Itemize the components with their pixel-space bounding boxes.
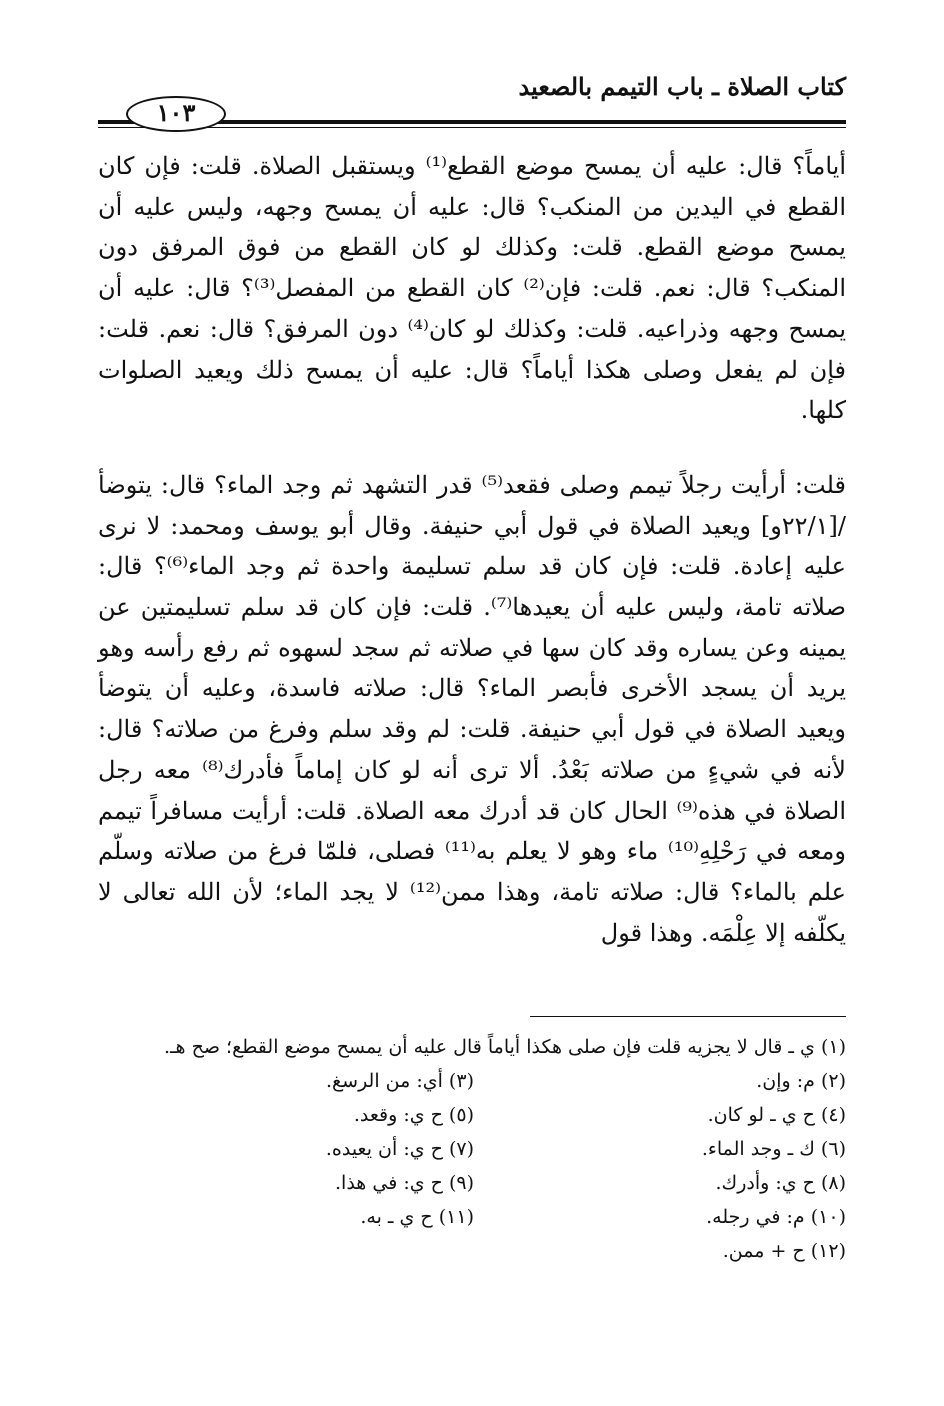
footnote-grid [98,1064,846,1268]
footnote: (٦) ك ـ وجد الماء. [701,1138,846,1160]
footnote: (٢) م: وإن. [756,1070,846,1092]
footnote: (١) ي ـ قال لا يجزيه قلت فإن صلى هكذا أياماً قال عليه أن يمسح موضع القطع؛ صح هـ. [163,1036,846,1058]
footnote: (١١) ح ي ـ به. [360,1206,474,1228]
footnotes [98,1030,846,1268]
footnote: (١٠) م: في رجله. [706,1206,846,1228]
paragraph: قلت: أرأيت رجلاً تيمم وصلى فقعد⁽⁵⁾ قدر التشهد ثم وجد الماء؟ قال: يتوضأ /[٢٢/١و] ويعيد الصلاة في قول أبي حنيفة. وقال أبو يوسف ومحمد: لا نرى عليه إعادة. قلت: فإن كان قد سلم تسليمة واحدة ثم وجد الماء⁽⁶⁾؟ قال: صلاته تامة، وليس عليه أن يعيدها⁽⁷⁾. قلت: فإن كان قد سلم تسليمتين عن يمينه وعن يساره وقد كان سها في صلاته ثم سجد لسهوه ثم رفع رأسه وهو يريد أن يسجد الأخرى فأبصر الماء؟ قال: صلاته فاسدة، وعليه أن يتوضأ ويعيد الصلاة في قول أبي حنيفة. قلت: لم وقد سلم وفرغ من صلاته؟ قال: لأنه في شيءٍ من صلاته بَعْدُ. ألا ترى أنه لو كان إماماً فأدرك⁽⁸⁾ معه رجل الصلاة في هذه⁽⁹⁾ الحال كان قد أدرك معه الصلاة. قلت: أرأيت مسافراً تيمم ومعه في رَحْلِهِ⁽¹⁰⁾ ماء وهو لا يعلم به⁽¹¹⁾ فصلى، فلمّا فرغ من صلاته وسلّم علم بالماء؟ قال: صلاته تامة، وهذا ممن⁽¹²⁾ لا يجد الماء؛ لأن الله تعالى لا يكلّفه إلا عِلْمَه. وهذا قول [98,470,847,947]
main-text [98,146,846,953]
footnote: (٧) ح ي: أن يعيده. [325,1138,474,1160]
footnote: (٩) ح ي: في هذا. [335,1172,474,1194]
running-title: كتاب الصلاة ـ باب التيمم بالصعيد [518,72,846,101]
footnote: (٥) ح ي: وقعد. [353,1104,474,1126]
footnote-empty [98,1234,474,1268]
footnote: (١٢) ح + ممن. [722,1240,846,1262]
paragraph: أياماً؟ قال: عليه أن يمسح موضع القطع⁽¹⁾ ويستقبل الصلاة. قلت: فإن كان القطع في اليدين من المنكب؟ قال: عليه أن يمسح وجهه، وليس عليه أن يمسح موضع القطع. قلت: وكذلك لو كان القطع من فوق المرفق دون المنكب؟ قال: نعم. قلت: فإن⁽²⁾ كان القطع من المفصل⁽³⁾؟ قال: عليه أن يمسح وجهه وذراعيه. قلت: وكذلك لو كان⁽⁴⁾ دون المرفق؟ قال: نعم. قلت: فإن لم يفعل وصلى هكذا أياماً؟ قال: عليه أن يمسح ذلك ويعيد الصلوات كلها. [98,152,847,425]
footnote-separator [530,1016,846,1017]
header-rule-thin [98,127,846,128]
page-header [98,62,846,132]
footnote: (٨) ح ي: وأدرك. [715,1172,846,1194]
footnote: (٤) ح ي ـ لو كان. [707,1104,846,1126]
page-number: ١٠٣ [126,96,226,132]
footnote: (٣) أي: من الرسغ. [326,1070,474,1092]
